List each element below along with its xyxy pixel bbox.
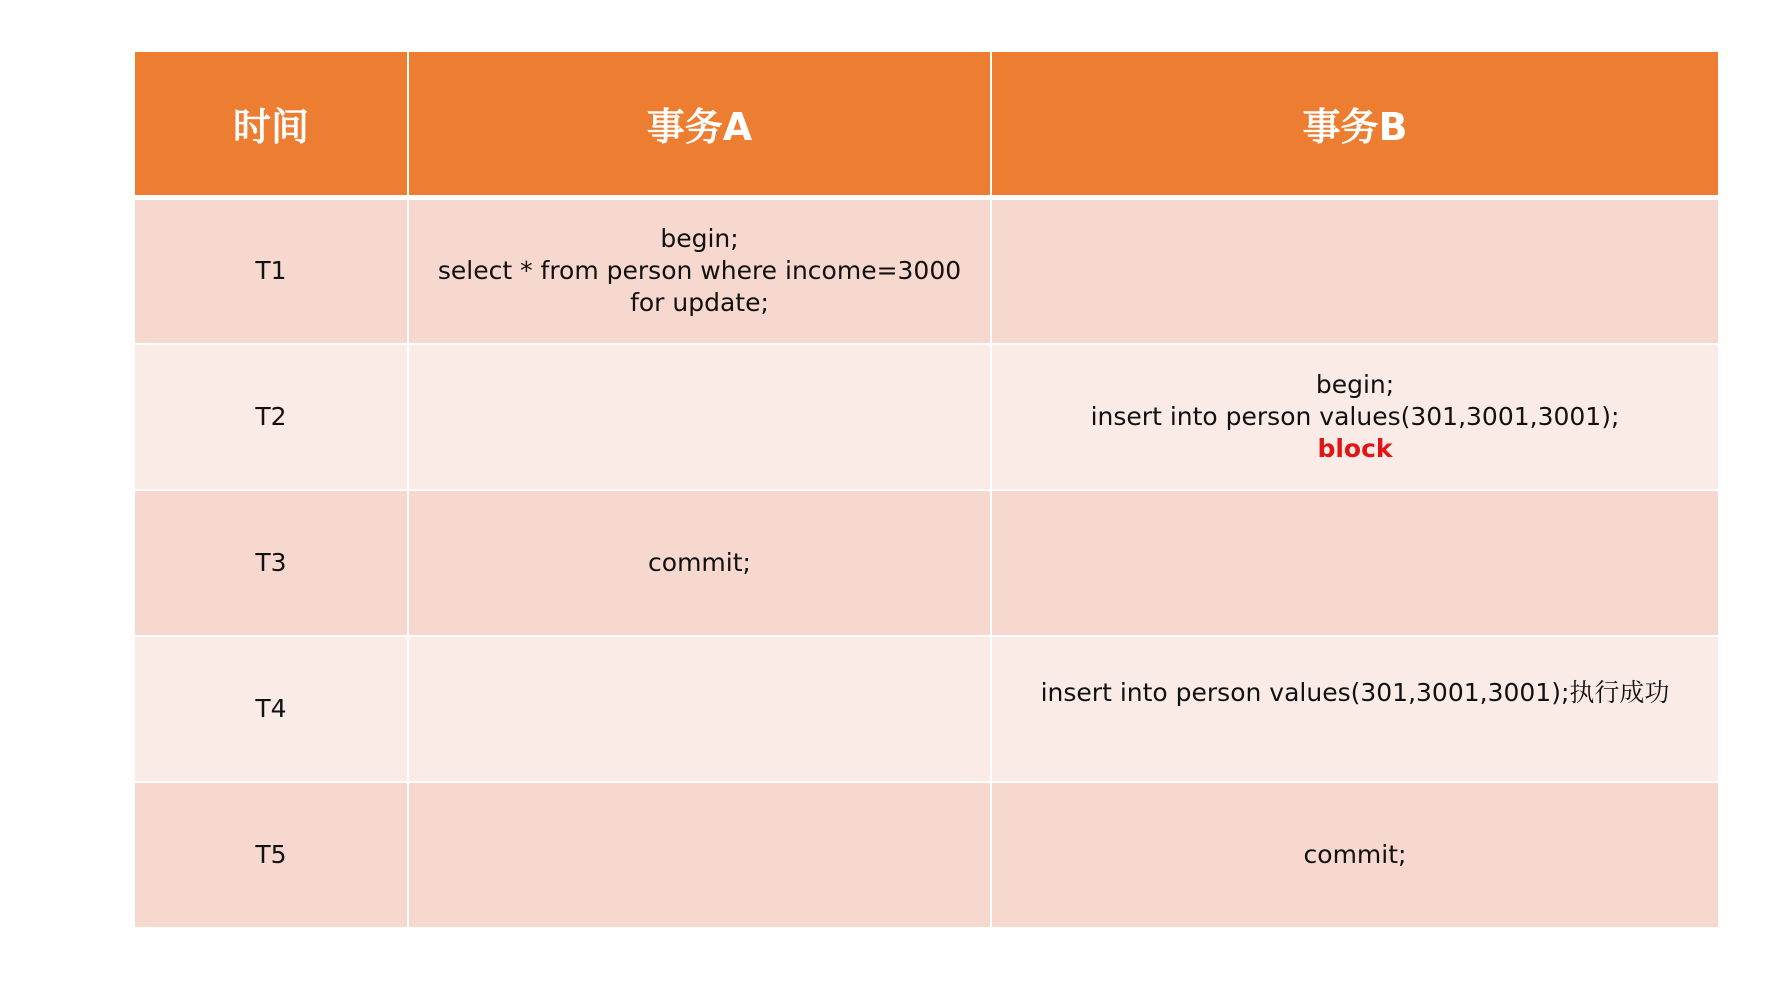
header-transaction-a: 事务A: [408, 52, 991, 198]
table-row: [135, 636, 1718, 782]
transaction-b-cell: [991, 344, 1718, 490]
time-cell: [135, 198, 408, 344]
time-cell: [135, 636, 408, 782]
transaction-b-cell: [991, 636, 1718, 782]
time-cell: [135, 344, 408, 490]
transaction-a-cell: [408, 198, 991, 344]
table-row: [135, 490, 1718, 636]
sql-line: commit;: [648, 547, 751, 577]
table-row: [135, 198, 1718, 344]
time-label: T3: [255, 547, 287, 577]
transaction-table: [135, 52, 1718, 929]
transaction-b-cell: [991, 782, 1718, 928]
sql-line: insert into person values(301,3001,3001);执行成功: [1040, 677, 1670, 707]
time-label: T2: [255, 401, 287, 431]
transaction-a-cell: [408, 490, 991, 636]
sql-line: select * from person where income=3000: [437, 256, 962, 286]
table-row: [135, 782, 1718, 928]
transaction-b-cell: [991, 198, 1718, 344]
sql-line: begin;: [1315, 369, 1395, 399]
sql-line: insert into person values(301,3001,3001);: [1090, 401, 1620, 431]
time-cell: [135, 782, 408, 928]
time-label: T1: [255, 256, 287, 286]
block-status-label: block: [1317, 433, 1393, 463]
sql-line: commit;: [1303, 839, 1407, 869]
sql-line: begin;: [660, 224, 739, 254]
sql-line: for update;: [630, 288, 769, 318]
transaction-a-cell: [408, 344, 991, 490]
time-label: T5: [255, 839, 287, 869]
time-label: T4: [255, 693, 287, 723]
time-cell: [135, 490, 408, 636]
header-time: 时间: [135, 52, 408, 198]
transaction-a-cell: [408, 636, 991, 782]
table-row: [135, 344, 1718, 490]
transaction-b-cell: [991, 490, 1718, 636]
header-row: [135, 52, 1718, 198]
transaction-a-cell: [408, 782, 991, 928]
header-transaction-b: 事务B: [991, 52, 1718, 198]
